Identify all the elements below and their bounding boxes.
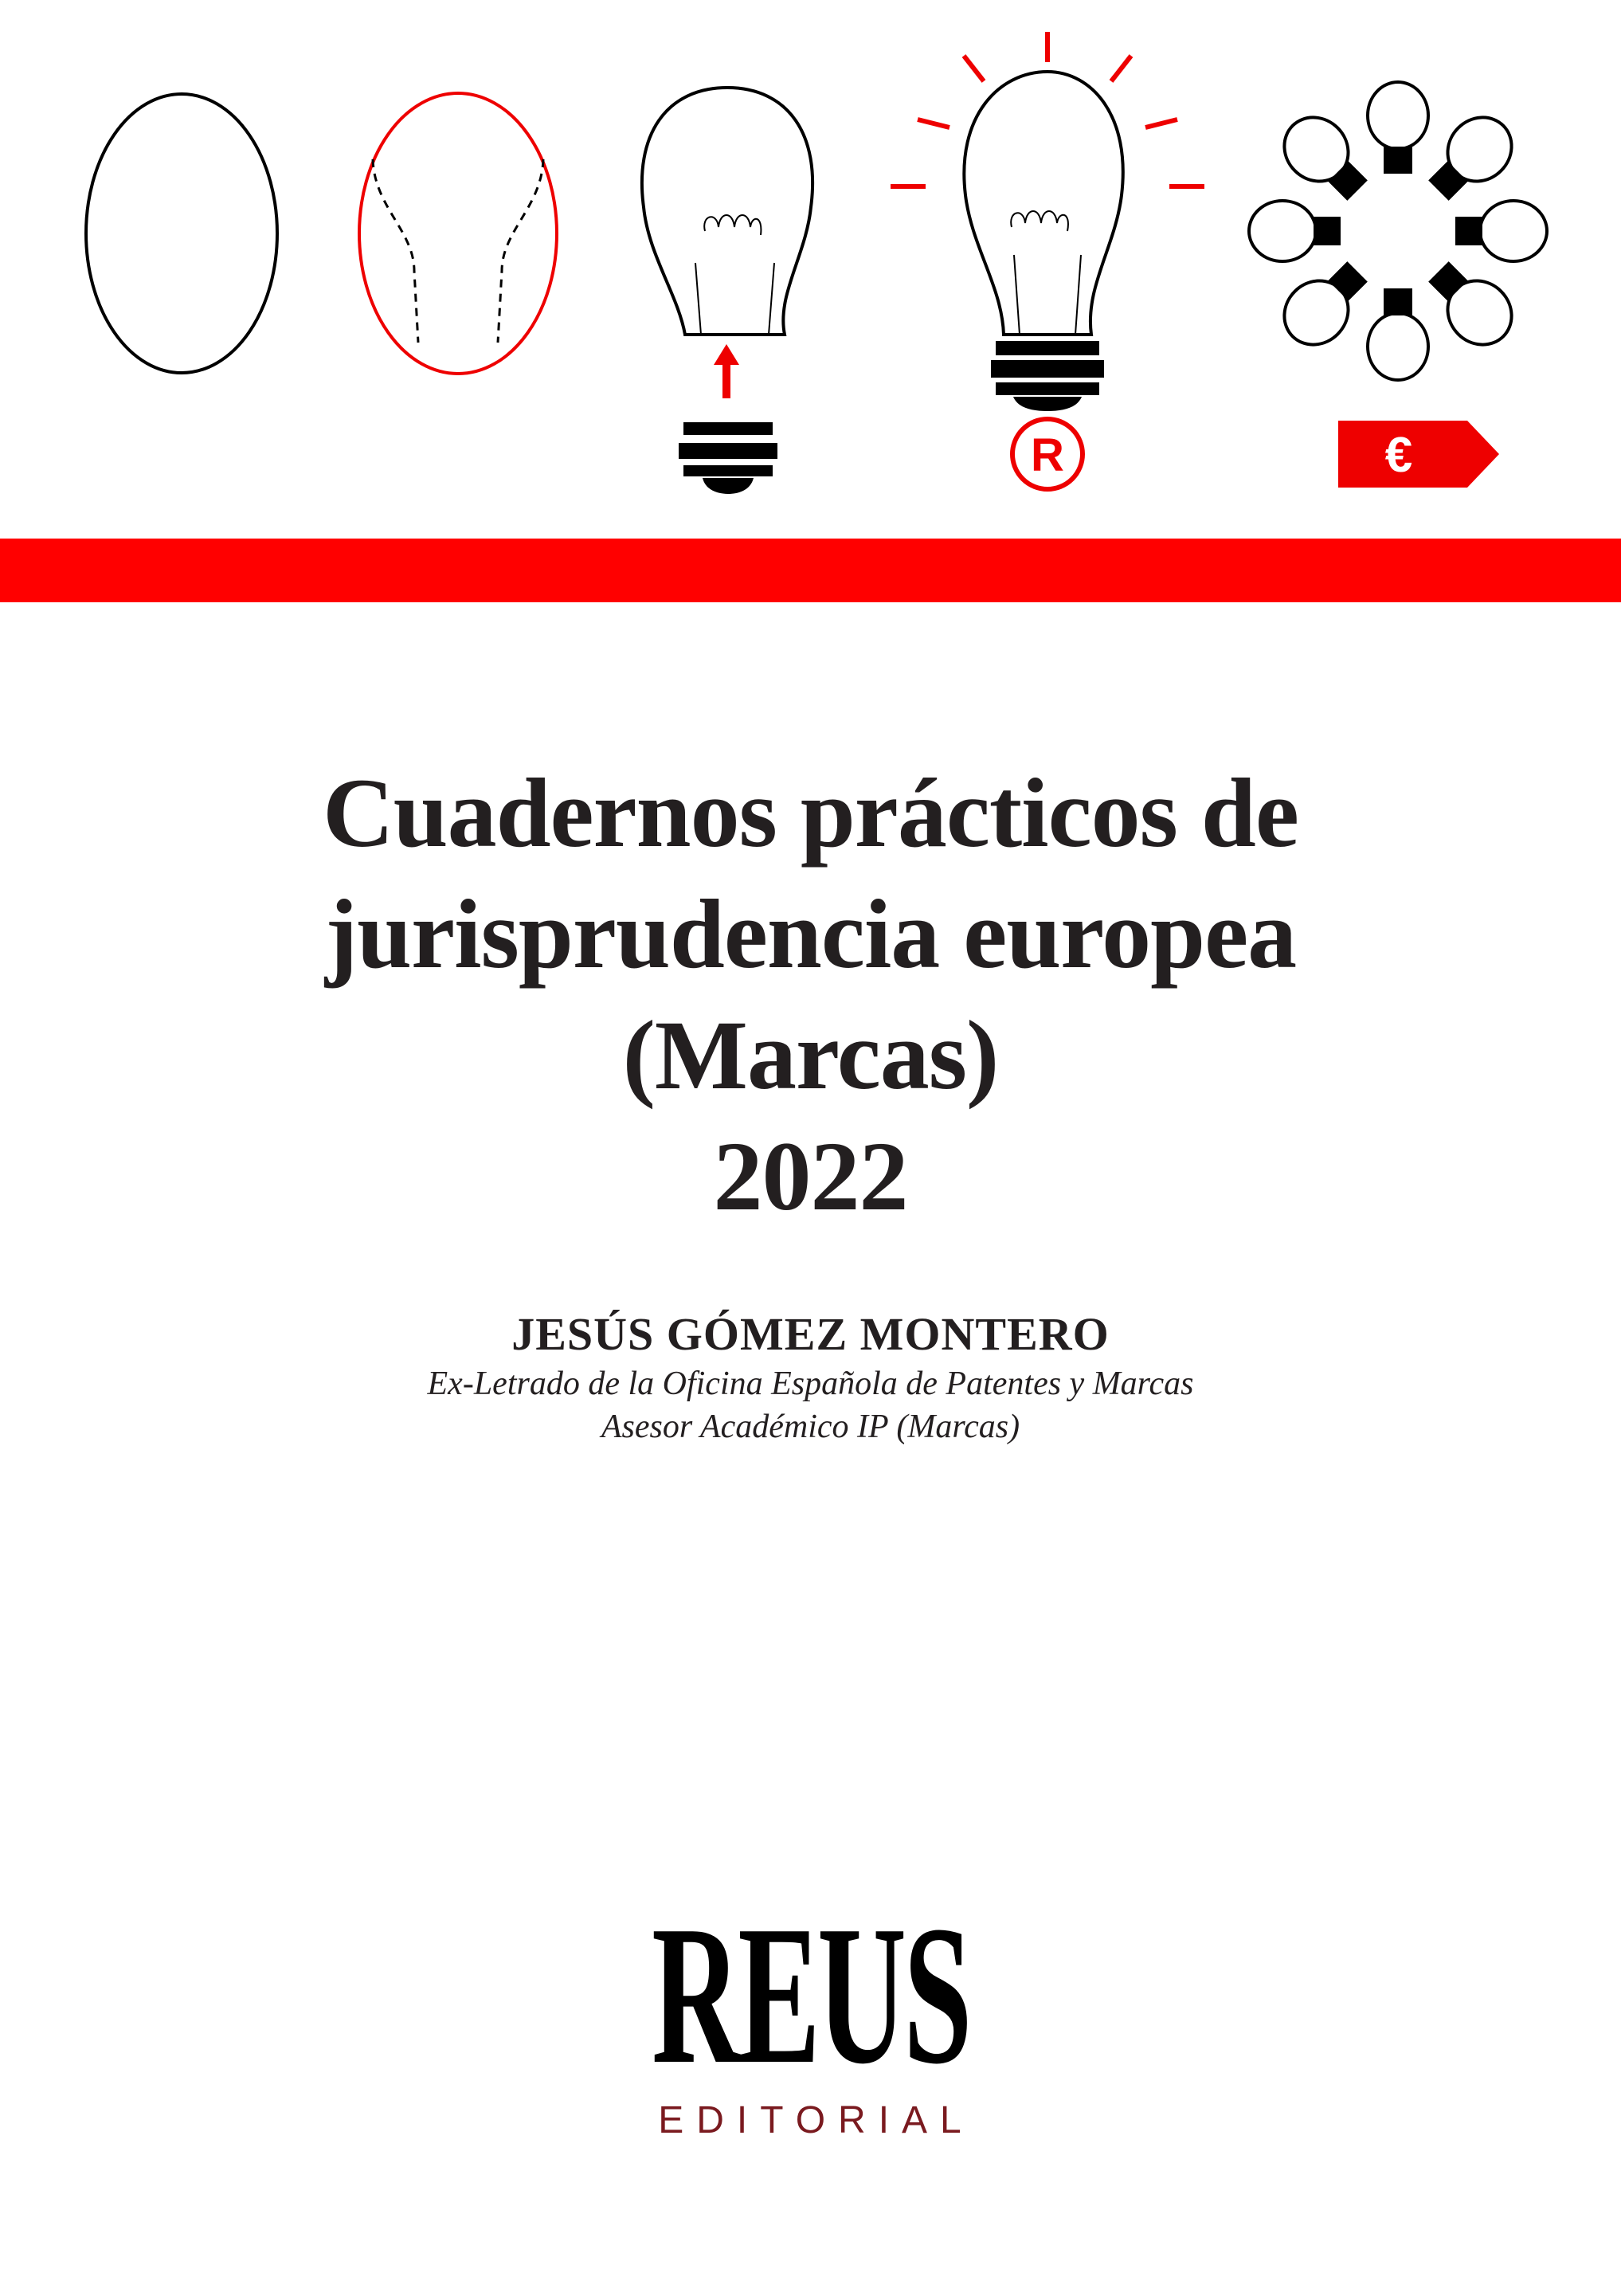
author-role: Ex-Letrado de la Oficina Española de Patentes y Marcas — [427, 1365, 1194, 1402]
book-title — [0, 753, 1621, 1237]
title-line: Cuadernos prácticos de — [323, 758, 1298, 868]
registered-trademark-icon — [1012, 419, 1083, 489]
egg-sketch-icon — [359, 93, 557, 374]
bulb-lit-icon — [891, 32, 1204, 411]
publisher-subtitle: EDITORIAL — [658, 2099, 974, 2141]
publisher-logo-block — [0, 1885, 1621, 2143]
svg-text:€: € — [1384, 428, 1413, 483]
red-divider-band — [0, 539, 1621, 602]
bulb-circle-icon — [1249, 82, 1547, 380]
title-line: jurisprudencia europea — [324, 880, 1297, 989]
title-line: (Marcas) — [622, 1001, 999, 1110]
publisher-logo: REUS — [652, 1885, 969, 2106]
author-name: JESÚS GÓMEZ MONTERO — [511, 1308, 1110, 1360]
egg-outline-icon — [86, 94, 277, 373]
author-role: Asesor Académico IP (Marcas) — [601, 1409, 1020, 1445]
author-block — [0, 1307, 1621, 1448]
cover-illustration-strip — [0, 0, 1621, 526]
euro-price-tag-icon — [1338, 421, 1499, 488]
bulb-assembly-icon — [642, 88, 812, 494]
title-line: 2022 — [713, 1122, 908, 1231]
svg-text:R: R — [1031, 429, 1064, 481]
